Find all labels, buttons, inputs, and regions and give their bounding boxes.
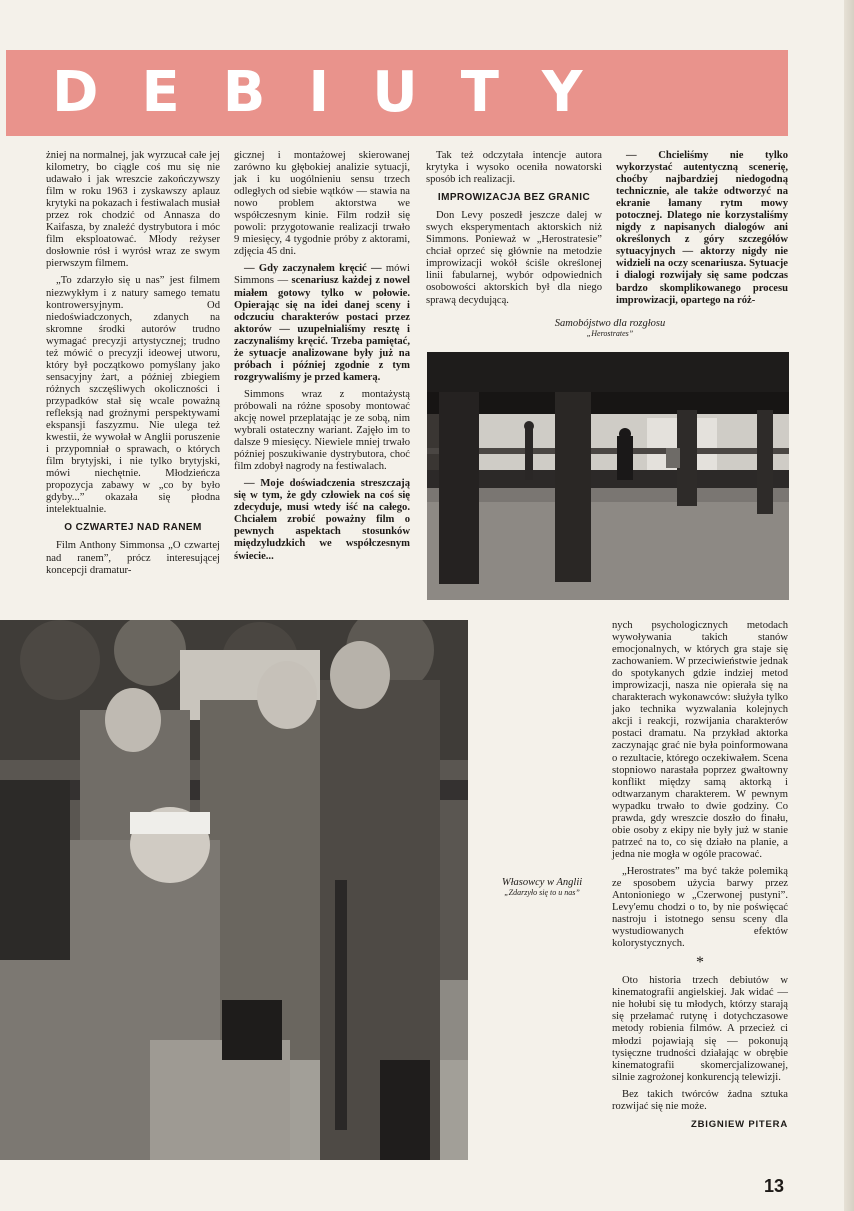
paragraph: Oto historia trzech debiutów w kinematografii angielskiej. Jak widać — nie hołubi się tu młodych, którzy starają się przełamać rutynę i dotychczasowe metody robienia filmów. A przecież ci młodzi pojawiają się — pokonują tysięczne trudności działając w obrębie kinematografii skomercjalizowanej, silnie zagrożonej konkurencją telewizji. — [612, 975, 788, 1083]
film-still-it-happened-here — [0, 620, 468, 1160]
film-still-herostrates-image — [427, 352, 789, 600]
paragraph: nych psychologicznych metodach wywoływania takich stanów emocjonalnych, w których gra staje się zachowaniem. W przeciwieństwie jednak do spotykanych gdzie indziej metod improwizacji, nasza nie opierała się na charakterach wykonawców: służyła tylko jako technika wyzwalania kolejnych akcji i reakcji, rozwijania charakterów postaci dramatu. Na przykład aktorka zaczynając grać nie była poinformowana o rezultacie, którego oczekiwałem. Scena stopniowo narastała poprzez gwałtowny konflikt między samą aktorką i odtwarzanym charakterem. W pewnym wypadku trwało to dwie godziny. Co prawda, gdy wreszcie doszło do finału, obie osoby z ekipy nie były już w stanie patrzeć na to, co się działo na planie, a jedna nie mogła w ogóle pracować. — [612, 620, 788, 860]
paragraph: gicznej i montażowej skierowanej zarówno ku głębokiej analizie sytuacji, jak i ku uogólnieniu sensu trzech odległych od siebie wątków — stawia na nowo problem aktorstwa we współczesnym kinie. Film rodził się powoli: przygotowanie realizacji trwało 9 miesięcy, 4 tygodnie próby z aktorami, zdjęcia 45 dni. — [234, 150, 410, 258]
title-banner — [6, 50, 788, 136]
caption-title: Własowcy w Anglii — [501, 877, 583, 888]
paragraph: „To zdarzyło się u nas” jest filmem niezwykłym i z natury samego tematu kontrowersyjnym. Od niedoświadczonych, zdanych na skromne środki autorów trudno wymagać precyzji artystycznej; trudno też mówić o precyzji ideowej utworu, który był początkowo pomyślany jako sensacyjny żart, a później zbiegiem różnych szczęśliwych okoliczności i przypadków stał się wcale poważną refleksją nad groźnymi perspektywami ekspansji faszyzmu. Nie ulega też kwestii, że wywołał w Anglii poruszenie i przypomniał o sprawach, o których film brytyjski, i nie tylko brytyjski, mówi niechętnie. Młodzieńcza propozycja zabawy w „co by było gdyby...” okazała się płodna intelektualnie. — [46, 275, 220, 516]
paragraph: Bez takich twórców żadna sztuka rozwijać się nie może. — [612, 1088, 788, 1112]
page-edge — [844, 0, 854, 1211]
quote-paragraph: — Moje doświadczenia streszczają się w tym, że gdy człowiek na coś się zdecyduje, musi wtedy iść na całego. Chciałem zrobić poważny film o pewnych aspektach stosunków międzyludzkich we współczesnym świecie... — [234, 478, 410, 562]
quote-text: scenariusz każdej z nowel miałem gotowy tylko w połowie. Opierając się na idei danej sceny i odczuciu charakterów postaci przez aktorów — uzupełnialiśmy resztę i zaczynaliśmy kręcić. Trzeba pamiętać, że sytuacje analizowane były już na próbach i później zgodnie z tym rozgrywaliśmy je przed kamerą. — [234, 275, 410, 383]
paragraph: żniej na normalnej, jak wyrzucał całe jej kilometry, bo ciągle coś mu się nie udawało i jak wreszcie zakończywszy film w roku 1963 i zyskawszy aplauz krytyki na pokazach i festiwalach musiał przez rok chodzić od Annasza do Kaifasza, by znaleźć dystrybutora i móc film eksploatować. Młody reżyser dosłownie rósł i wyrósł wraz ze swym pierwszym filmem. — [46, 150, 220, 270]
quote-attribution: mówi Simmons — — [234, 263, 410, 287]
caption-title: Samobójstwo dla rozgłosu — [554, 318, 666, 329]
paragraph: „Herostrates” ma być także polemiką ze sposobem użycia barwy przez Antonioniego w „Czerwonej pustyni”. Levy'emu chodzi o to, by nie poświęcać nastroju i istotnego sensu sceny dla wystudiowanych efektów kolorystycznych. — [612, 865, 788, 950]
caption-film-title: „Zdarzyło się to u nas” — [504, 888, 580, 897]
film-still-it-happened-here-image — [0, 620, 468, 1160]
section-divider-star: * — [696, 954, 704, 972]
article-column-5 — [612, 620, 788, 1131]
paragraph: Don Levy poszedł jeszcze dalej w swych eksperymentach aktorskich niż Simmons. Ponieważ w „Herostratesie” chciał oprzeć się głównie na metodzie improwizacji wokół ściśle określonej linii fabularnej, wybór odpowiednich osobowości aktorskich był dla niego sprawą decydującą. — [426, 210, 602, 306]
page-title: DEBIUTY — [52, 60, 626, 125]
section-heading: IMPROWIZACJA BEZ GRANIC — [437, 192, 591, 204]
paragraph: Film Anthony Simmonsa „O czwartej nad ranem”, prócz interesującej koncepcji dramatur- — [46, 540, 220, 576]
photo-caption-herostrates — [520, 318, 700, 338]
article-column-1 — [46, 150, 220, 582]
section-heading: O CZWARTEJ NAD RANEM — [64, 522, 202, 534]
article-column-2 — [234, 150, 410, 568]
paragraph: Simmons wraz z montażystą próbowali na różne sposoby montować akcję nowel przeplatając je ze sobą, nim wybrali ostateczny wariant. Zajęło im to dalsze 9 miesięcy. Niewiele mniej trwało później poszukiwanie dystrybutora, choć film zdobył nagrody na festiwalach. — [234, 388, 410, 473]
quote-paragraph: — Chcieliśmy nie tylko wykorzystać autentyczną scenerię, choćby najbardziej niedogodną technicznie, ale także odtworzyć na ekranie łamany rytm mowy potocznej. Dlatego nie korzystaliśmy nigdy z napisanych dialogów ani określonych z góry szczegółów sytuacyjnych — aktorzy nigdy nie widzieli na oczy scenariusza. Sytuacje i dialogi rozwijały się same podczas bardzo skomplikowanego procesu improwizacji, opartego na róż- — [616, 150, 788, 306]
caption-film-title: „Herostrates” — [586, 329, 634, 338]
film-still-herostrates — [427, 352, 789, 600]
photo-caption-it-happened-here — [472, 877, 612, 897]
paragraph — [234, 263, 410, 383]
paragraph: Tak też odczytała intencje autora krytyka i wysoko oceniła nowatorski sposób ich realizacji. — [426, 150, 602, 186]
author-signature: ZBIGNIEW PITERA — [691, 1118, 788, 1130]
quote-lead: — Gdy zaczynałem kręcić — — [244, 263, 382, 275]
article-column-3 — [426, 150, 602, 312]
page-number: 13 — [764, 1176, 785, 1196]
article-column-4 — [616, 150, 788, 312]
